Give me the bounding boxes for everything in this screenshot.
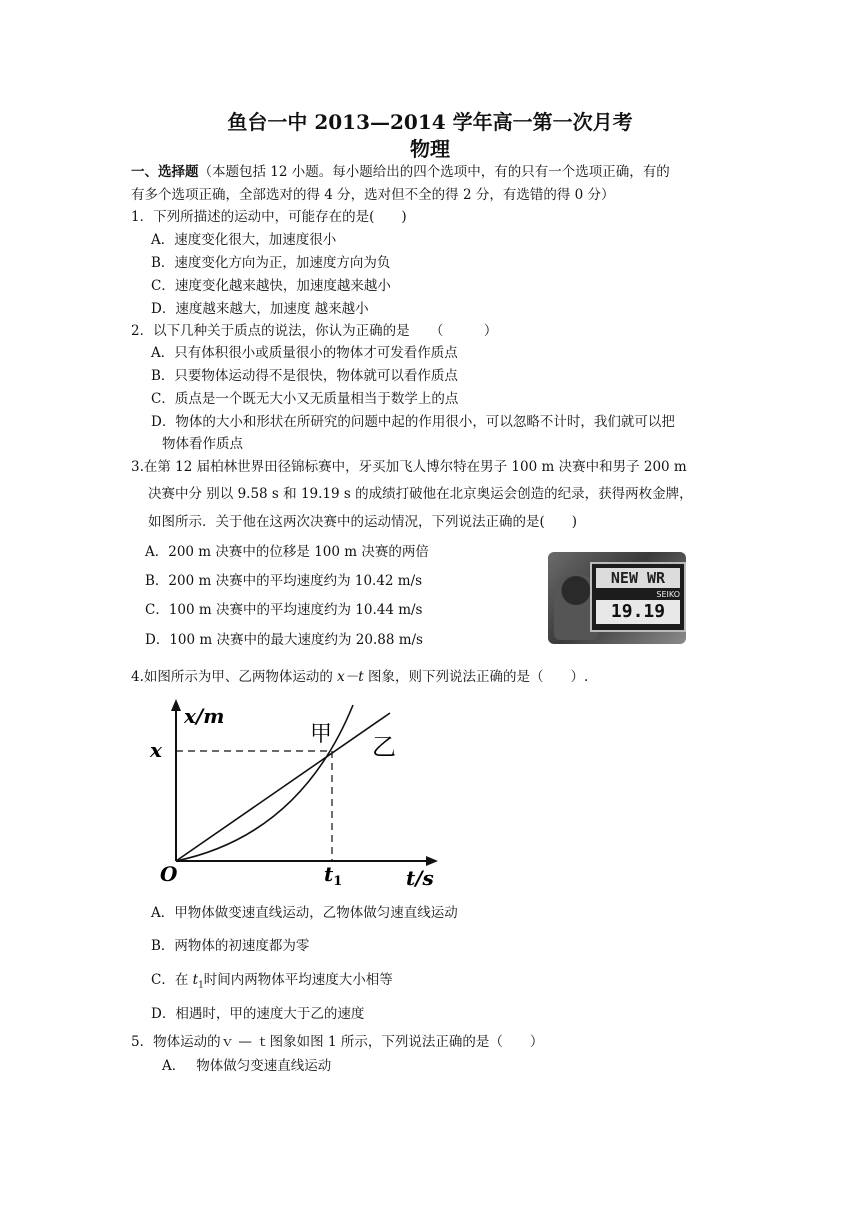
q4-option-b: B．两物体的初速度都为零 xyxy=(151,938,310,954)
y-axis-label: x/m xyxy=(184,704,225,728)
xt-graph xyxy=(140,695,450,895)
q4-stem xyxy=(131,667,588,687)
q2-option-c: C．质点是一个既无大小又无质量相当于数学上的点 xyxy=(151,391,459,407)
q3-stem-2: 决赛中分 别以 9.58 s 和 19.19 s 的成绩打破他在北京奥运会创造的纪录，获得两枚金牌， xyxy=(148,486,693,502)
q1-option-b: B．速度变化方向为正，加速度方向为负 xyxy=(151,255,391,271)
x-axis-label: t/s xyxy=(406,866,434,890)
q3-option-c: C．100 m 决赛中的平均速度约为 10.44 m/s xyxy=(145,602,423,618)
t1-mark-label: $t_1$ xyxy=(324,862,343,889)
scoreboard-brand: SEIKO xyxy=(656,590,680,599)
q5-stem: 5．物体运动的ｖ — ｔ图象如图 1 所示，下列说法正确的是（ ） xyxy=(131,1034,544,1050)
q2-option-d-2: 物体看作质点 xyxy=(162,436,243,452)
section1-desc-2: 有多个选项正确，全部选对的得 4 分，选对但不全的得 2 分，有选错的得 0 分） xyxy=(131,187,615,203)
q2-option-d-1: D．物体的大小和形状在所研究的问题中起的作用很小，可以忽略不计时，我们就可以把 xyxy=(151,414,675,430)
exam-title: 鱼台一中 2013—2014 学年高一第一次月考 xyxy=(227,110,633,134)
q2-option-a: A．只有体积很小或质量很小的物体才可发看作质点 xyxy=(151,345,458,361)
q3-stem-3: 如图所示．关于他在这两次决赛中的运动情况，下列说法正确的是( ) xyxy=(148,514,578,530)
q3-option-d: D．100 m 决赛中的最大速度约为 20.88 m/s xyxy=(145,632,423,648)
section1-line1 xyxy=(131,162,670,182)
q1-option-d: D．速度越来越大，加速度 越来越小 xyxy=(151,301,369,317)
section1-heading: 一、选择题 xyxy=(131,164,199,180)
q3-option-b: B．200 m 决赛中的平均速度约为 10.42 m/s xyxy=(145,573,423,589)
q1-option-a: A．速度变化很大，加速度很小 xyxy=(151,232,337,248)
section1-desc-1: （本题包括 12 小题。每小题给出的四个选项中，有的只有一个选项正确，有的 xyxy=(198,164,670,180)
q4-stem-post: 图象，则下列说法正确的是（ ）. xyxy=(363,669,589,685)
q1-option-c: C．速度变化越来越快，加速度越来越小 xyxy=(151,278,391,294)
q2-stem: 2．以下几种关于质点的说法，你认为正确的是 （ ） xyxy=(131,323,498,339)
q4-option-c-t: t xyxy=(192,972,199,988)
scoreboard-title: NEW WR xyxy=(596,568,680,588)
q2-option-b: B．只要物体运动得不是很快，物体就可以看作质点 xyxy=(151,368,458,384)
q3-option-a: A．200 m 决赛中的位移是 100 m 决赛的两倍 xyxy=(145,544,429,560)
q4-option-c-pre: C．在 xyxy=(151,972,193,988)
q4-option-d: D．相遇时，甲的速度大于乙的速度 xyxy=(151,1006,365,1022)
q5-option-a: A． 物体做匀变速直线运动 xyxy=(162,1058,332,1074)
curve-yi-label: 乙 xyxy=(372,733,396,761)
origin-label: O xyxy=(160,862,178,886)
x-mark-label: x xyxy=(150,738,162,762)
y-axis-arrow xyxy=(171,699,181,711)
q4-stem-pre: 4.如图所示为甲、乙两物体运动的 xyxy=(131,669,338,685)
scoreboard-time: 19.19 xyxy=(596,600,680,624)
q4-stem-xt: x－t xyxy=(337,669,364,685)
q4-option-c xyxy=(151,970,393,996)
bolt-record-photo xyxy=(548,552,686,644)
q4-option-a: A．甲物体做变速直线运动，乙物体做匀速直线运动 xyxy=(151,905,458,921)
x-axis-arrow xyxy=(426,856,438,866)
exam-subject: 物理 xyxy=(410,137,450,161)
q1-stem: 1．下列所描述的运动中，可能存在的是( ) xyxy=(131,209,407,225)
curve-jia-label: 甲 xyxy=(310,722,333,747)
q4-option-c-sub: 1 xyxy=(198,980,204,991)
q3-stem-1: 3.在第 12 届柏林世界田径锦标赛中，牙买加飞人博尔特在男子 100 m 决赛中和男子 200 m xyxy=(131,459,687,475)
curve-yi xyxy=(176,713,390,861)
q4-option-c-post: 时间内两物体平均速度大小相等 xyxy=(203,972,393,988)
scoreboard xyxy=(590,562,686,632)
